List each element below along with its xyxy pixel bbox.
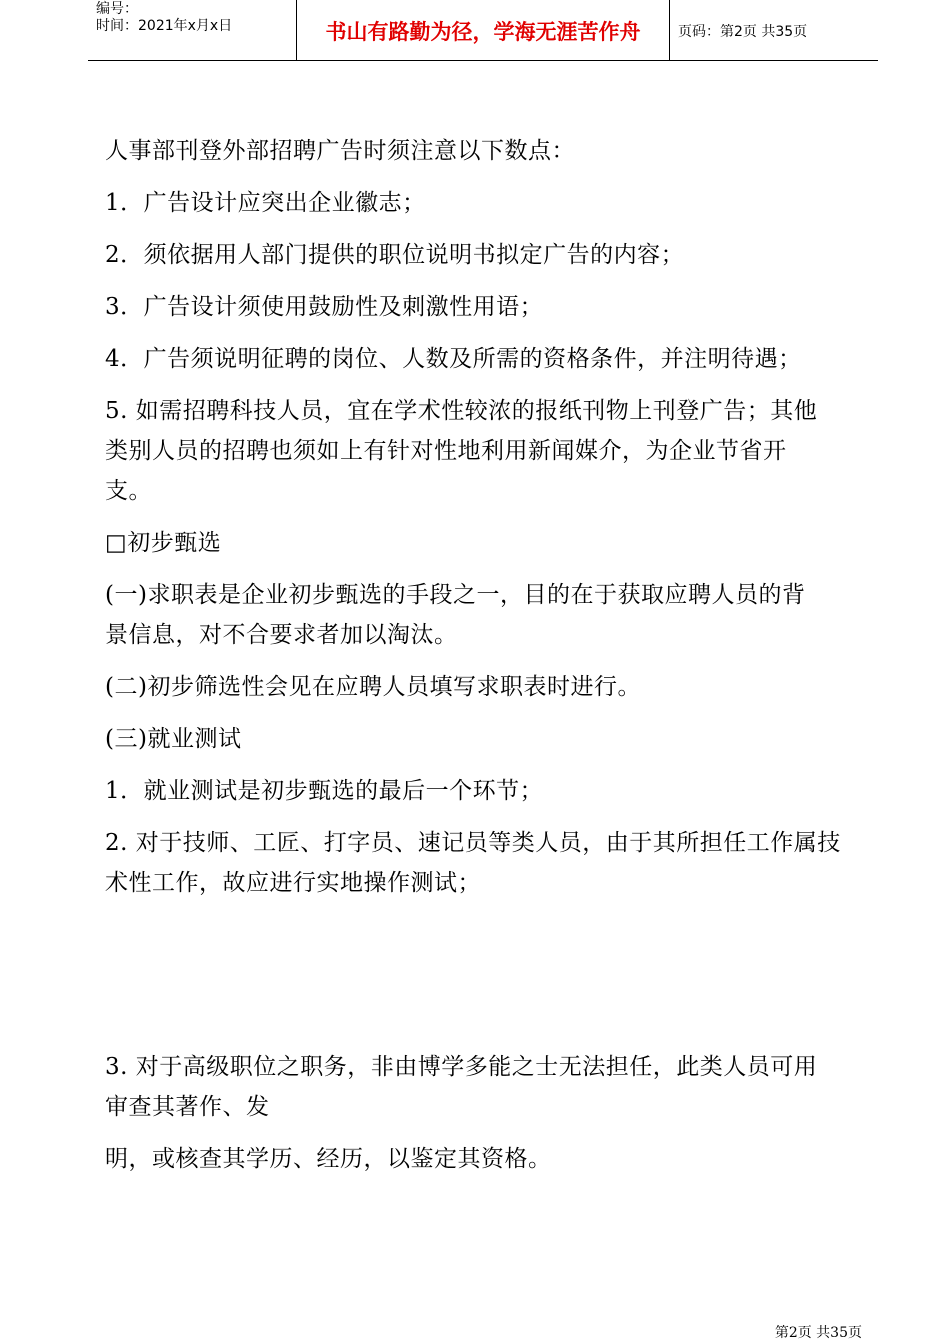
test-item-1: 1．就业测试是初步甄选的最后一个环节；: [105, 778, 544, 804]
page-header: [88, 0, 878, 61]
list-item-5-line-3: 支。: [105, 478, 152, 504]
test-item-3: [105, 1047, 865, 1127]
test-item-2: [105, 823, 865, 903]
document-number-label: 编号：: [96, 1, 138, 17]
paragraph-application-form: [105, 575, 865, 655]
section-heading-initial-screening: □初步甄选: [105, 530, 222, 556]
header-page-info: 页码：第2页 共35页: [678, 24, 808, 40]
test-item-3-line-1: 3. 对于高级职位之职务，非由博学多能之士无法担任，此类人员可用: [105, 1054, 818, 1080]
list-item-4: 4．广告须说明征聘的岗位、人数及所需的资格条件，并注明待遇；: [105, 346, 802, 372]
document-body: [105, 131, 865, 1191]
document-time: 时间：2021年x月x日: [96, 18, 233, 34]
test-item-3-continuation: 明，或核查其学历、经历，以鉴定其资格。: [105, 1146, 552, 1172]
list-item-5-line-1: 5. 如需招聘科技人员，宜在学术性较浓的报纸刊物上刊登广告；其他: [105, 398, 818, 424]
page-gap: [105, 915, 865, 1047]
test-item-2-line-1: 2. 对于技师、工匠、打字员、速记员等类人员，由于其所担任工作属技: [105, 830, 841, 856]
page-footer: 第2页 共35页: [774, 1325, 862, 1341]
list-item-3: 3．广告设计须使用鼓励性及刺激性用语；: [105, 294, 544, 320]
subheading-employment-test: (三)就业测试: [105, 726, 242, 752]
list-item-5-line-2: 类别人员的招聘也须如上有针对性地利用新闻媒介，为企业节省开: [105, 438, 787, 464]
header-meta: [88, 0, 297, 60]
paragraph-application-form-line-1: (一)求职表是企业初步甄选的手段之一，目的在于获取应聘人员的背: [105, 582, 806, 608]
list-item-1: 1．广告设计应突出企业徽志；: [105, 190, 426, 216]
paragraph-intro: 人事部刊登外部招聘广告时须注意以下数点：: [105, 138, 575, 164]
list-item-5: [105, 391, 865, 511]
test-item-2-line-2: 术性工作，故应进行实地操作测试；: [105, 870, 481, 896]
paragraph-application-form-line-2: 景信息，对不合要求者加以淘汰。: [105, 622, 458, 648]
header-motto: 书山有路勤为径，学海无涯苦作舟: [297, 0, 670, 60]
paragraph-screening-interview: (二)初步筛选性会见在应聘人员填写求职表时进行。: [105, 674, 641, 700]
test-item-3-line-2: 审查其著作、发: [105, 1094, 270, 1120]
list-item-2: 2．须依据用人部门提供的职位说明书拟定广告的内容；: [105, 242, 685, 268]
